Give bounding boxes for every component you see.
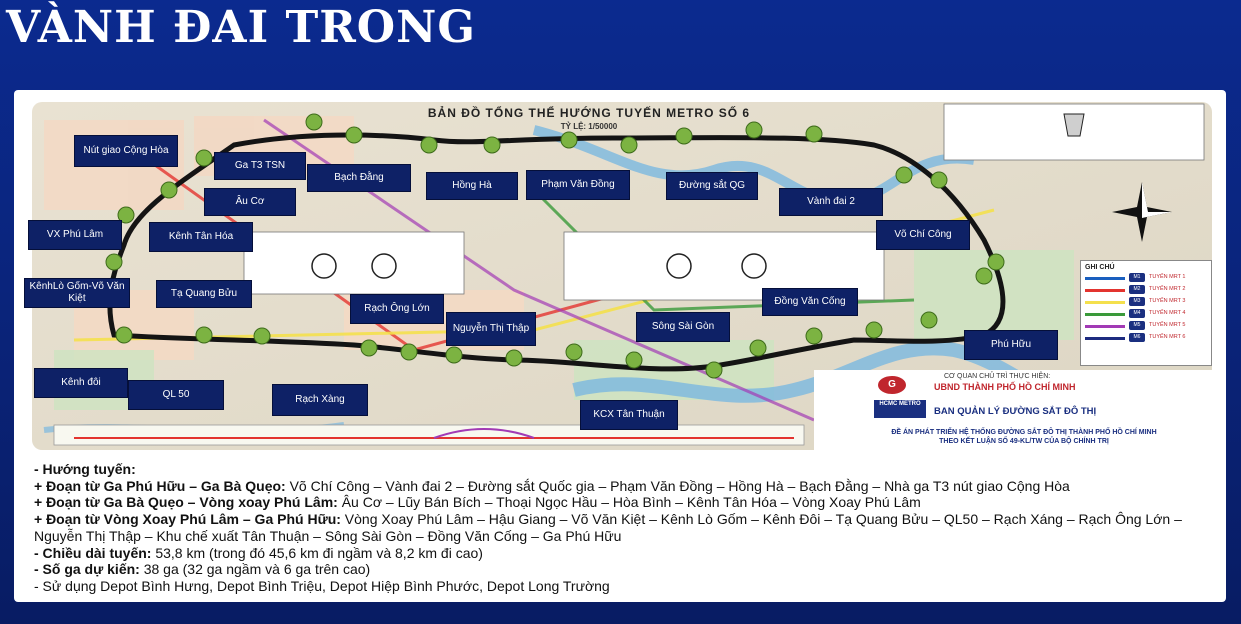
legend-row [1081, 332, 1211, 344]
station-label-rach-xang: Rạch Xàng [272, 384, 368, 416]
hcmc-metro-logo: HCMC METRO [874, 400, 926, 418]
route-info [34, 461, 1219, 595]
legend-row [1081, 272, 1211, 284]
station-node [931, 172, 947, 188]
legend-label: TUYẾN MRT 5 [1149, 322, 1186, 328]
station-node [346, 127, 362, 143]
station-label-ga-t3-tsn: Ga T3 TSN [214, 152, 306, 180]
legend-line [1085, 325, 1125, 328]
station-node [896, 167, 912, 183]
station-node [976, 268, 992, 284]
legend-label: TUYẾN MRT 3 [1149, 298, 1186, 304]
agency-block [814, 370, 1214, 450]
station-node [806, 328, 822, 344]
station-node [988, 254, 1004, 270]
profile-strip [54, 425, 804, 445]
station-label-ta-quang-buu: Tạ Quang Bửu [156, 280, 252, 308]
station-label-hong-ha: Hồng Hà [426, 172, 518, 200]
station-label-kcx-tan-thuan: KCX Tân Thuận [580, 400, 678, 430]
legend-row [1081, 308, 1211, 320]
map-title: BẢN ĐỒ TỔNG THỂ HƯỚNG TUYẾN METRO SỐ 6 [427, 106, 751, 120]
station-label-nguyen-thi-thap: Nguyễn Thị Thập [446, 312, 536, 346]
agency-logo-icon: G [878, 376, 906, 394]
segment-1-text: Võ Chí Công – Vành đai 2 – Đường sắt Quốc gia – Phạm Văn Đồng – Hồng Hà – Bạch Đằng – Nhà ga T3 nút giao Cộng Hòa [285, 477, 1070, 494]
station-label-dong-van-cong: Đồng Văn Cống [762, 288, 858, 316]
station-count-text: 38 ga (32 ga ngầm và 6 ga trên cao) [139, 561, 371, 578]
station-node [621, 137, 637, 153]
station-label-phu-huu: Phú Hữu [964, 330, 1058, 360]
legend-row [1081, 284, 1211, 296]
segment-2 [34, 494, 1219, 511]
station-label-ql-50: QL 50 [128, 380, 224, 410]
station-label-kenh-lo-gom-vo-van-kiet: KênhLò Gốm-Võ Văn Kiệt [24, 278, 130, 308]
station-node [421, 137, 437, 153]
route-length-label: - Chiều dài tuyến: [34, 544, 152, 561]
legend-line [1085, 277, 1125, 280]
project-line-2: THEO KẾT LUẬN SỐ 49-KL/TW CỦA BỘ CHÍNH TRỊ [939, 438, 1109, 445]
station-node [706, 362, 722, 378]
segment-3-text: Vòng Xoay Phú Lâm – Hậu Giang – Võ Văn Kiệt – Kênh Lò Gốm – Kênh Đôi – Tạ Quang Bửu – QL50 – Rạch Xáng – Rạch Ông Lớn – Nguyễn Thị Thập – Khu chế xuất Tân Thuận – Sông Sài Gòn – Đồng Văn Cống – Ga Phú Hữu [34, 511, 1182, 544]
segment-2-label: + Đoạn từ Ga Bà Quẹo – Vòng xoay Phú Lâm: [34, 494, 338, 511]
segment-1-label: + Đoạn từ Ga Phú Hữu – Ga Bà Quẹo: [34, 477, 286, 494]
route-length [34, 545, 1219, 562]
legend-code: M2 [1129, 285, 1145, 294]
legend-label: TUYẾN MRT 2 [1149, 286, 1186, 292]
station-node [401, 344, 417, 360]
station-label-nut-giao-cong-hoa: Nút giao Cộng Hòa [74, 135, 178, 167]
map-legend [1080, 260, 1212, 366]
route-map [14, 90, 1226, 458]
station-node [254, 328, 270, 344]
station-label-vo-chi-cong: Võ Chí Công [876, 220, 970, 250]
station-label-duong-sat-qg: Đường sắt QG [666, 172, 758, 200]
station-node [750, 340, 766, 356]
station-label-song-sai-gon: Sông Sài Gòn [636, 312, 730, 342]
station-node [866, 322, 882, 338]
map-scale: TỶ LỆ: 1/50000 [560, 122, 618, 131]
legend-label: TUYẾN MRT 4 [1149, 310, 1186, 316]
station-node [106, 254, 122, 270]
station-count [34, 561, 1219, 578]
station-node [161, 182, 177, 198]
station-node [626, 352, 642, 368]
station-label-pham-van-dong: Phạm Văn Đồng [526, 170, 630, 200]
legend-line [1085, 337, 1125, 340]
agency-name: UBND THÀNH PHỐ HỒ CHÍ MINH [934, 382, 1076, 392]
station-node [806, 126, 822, 142]
route-length-text: 53,8 km (trong đó 45,6 km đi ngầm và 8,2 km đi cao) [151, 544, 483, 561]
station-label-rach-ong-lon: Rạch Ông Lớn [350, 294, 444, 324]
station-label-vx-phu-lam: VX Phú Lâm [28, 220, 122, 250]
station-label-vanh-dai-2: Vành đai 2 [779, 188, 883, 216]
station-label-kenh-tan-hoa: Kênh Tân Hóa [149, 222, 253, 252]
station-node [196, 150, 212, 166]
legend-code: M1 [1129, 273, 1145, 282]
slide-title: VÀNH ĐAI TRONG [6, 2, 476, 53]
project-line-1: ĐỀ ÁN PHÁT TRIỂN HỆ THỐNG ĐƯỜNG SẮT ĐÔ THỊ THÀNH PHỐ HỒ CHÍ MINH [891, 429, 1157, 436]
station-node [561, 132, 577, 148]
station-node [506, 350, 522, 366]
legend-code: M4 [1129, 309, 1145, 318]
station-label-bach-dang: Bạch Đằng [307, 164, 411, 192]
segment-2-text: Âu Cơ – Lũy Bán Bích – Thoại Ngọc Hầu – Hòa Bình – Kênh Tân Hóa – Vòng Xoay Phú Lâm [337, 494, 921, 511]
board-name: BAN QUẢN LÝ ĐƯỜNG SẮT ĐÔ THỊ [934, 406, 1097, 417]
station-count-label: - Số ga dự kiến: [34, 561, 140, 578]
station-node [306, 114, 322, 130]
legend-label: TUYẾN MRT 6 [1149, 334, 1186, 340]
station-label-au-co: Âu Cơ [204, 188, 296, 216]
station-node [484, 137, 500, 153]
station-node [196, 327, 212, 343]
station-node [361, 340, 377, 356]
depots: - Sử dụng Depot Bình Hưng, Depot Bình Triệu, Depot Hiệp Bình Phước, Depot Long Trường [34, 577, 610, 594]
legend-line [1085, 301, 1125, 304]
segment-3 [34, 511, 1219, 544]
station-node [116, 327, 132, 343]
legend-label: TUYẾN MRT 1 [1149, 274, 1186, 280]
agency-label: CƠ QUAN CHỦ TRÌ THỰC HIỆN: [944, 373, 1051, 380]
legend-line [1085, 289, 1125, 292]
legend-row [1081, 296, 1211, 308]
station-label-kenh-doi: Kênh đôi [34, 368, 128, 398]
legend-title: GHI CHÚ [1085, 264, 1115, 271]
legend-code: M3 [1129, 297, 1145, 306]
segment-1 [34, 478, 1219, 495]
legend-code: M5 [1129, 321, 1145, 330]
content-panel [14, 90, 1226, 602]
station-node [921, 312, 937, 328]
info-heading: - Hướng tuyến: [34, 461, 136, 477]
legend-line [1085, 313, 1125, 316]
legend-code: M6 [1129, 333, 1145, 342]
station-node [566, 344, 582, 360]
project-description [834, 428, 1214, 446]
station-node [446, 347, 462, 363]
legend-row [1081, 320, 1211, 332]
segment-3-label: + Đoạn từ Vòng Xoay Phú Lâm – Ga Phú Hữu: [34, 511, 341, 528]
